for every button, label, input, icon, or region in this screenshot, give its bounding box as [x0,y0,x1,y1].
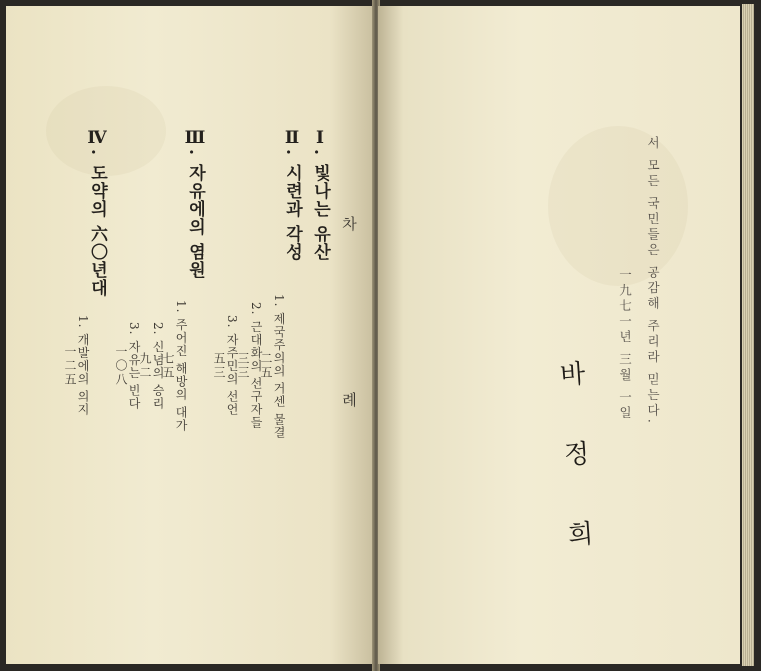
toc-entry-3-1[interactable] [162,146,187,586]
signature-char-1: 바 [559,359,587,391]
toc-entry-2-2[interactable] [237,146,262,586]
toc-entry-2-3[interactable] [213,146,238,586]
chapter-3-numeral: Ⅲ. [185,128,205,156]
chapter-4-heading [88,128,105,297]
toc-entry-3-2[interactable] [139,146,164,586]
chapter-1-numeral: Ⅰ. [310,128,330,156]
chapter-4-title: 도약의 六〇년대 [87,163,107,297]
signature-char-3: 희 [567,519,595,551]
entry-number: 1. [174,300,188,314]
preface-date: 一九七一년 三월 一일 [617,268,633,422]
entry-page-number: 三三 [236,352,250,380]
page-block-edge [742,4,754,666]
chapter-2-title: 시련과 각성 [282,163,302,261]
chapter-3-title: 자유에의 염원 [185,163,205,279]
entry-page-number: 五三 [212,352,226,380]
entry-text: 주어진 해방의 대가 [174,318,188,432]
entry-text: 자유는 빈다 [127,340,141,411]
entry-text: 개발에의 의지 [76,333,90,417]
toc-entry-2-1[interactable] [260,146,285,586]
entry-number: 1. [272,293,286,307]
entry-page-number: 二五 [259,352,273,380]
entry-text: 신념의 승리 [151,340,165,411]
chapter-4-numeral: Ⅳ. [87,128,107,156]
entry-number: 1. [76,315,90,329]
entry-page-number: 九二 [138,352,152,380]
toc-entry-4-1[interactable] [64,146,89,586]
toc-entry-3-3[interactable] [115,146,140,586]
left-page-table-of-contents [6,6,374,664]
entry-number: 3. [225,315,239,329]
entry-page-number: 一二五 [63,345,77,387]
entry-number: 2. [151,321,165,336]
toc-title: 차 례 [340,216,358,485]
entry-text: 제국주의의 거센 물결 [272,311,286,439]
entry-text: 자주민의 선언 [225,333,239,417]
entry-text: 근대화의 선구자들 [249,320,263,430]
entry-page-number: 七五 [161,352,175,380]
preface-closing-line: 서 모든 국민들은 공감해 주리라 믿는다. [645,136,661,426]
chapter-2-numeral: Ⅱ. [282,128,302,156]
chapter-2-heading [283,128,300,261]
entry-page-number: 一〇八 [114,345,128,387]
entry-number: 2. [249,302,263,316]
chapter-1-title: 빛나는 유산 [310,163,330,261]
chapter-1-heading [311,128,328,261]
right-page-preface-end [378,6,740,664]
chapter-3-heading [186,128,203,279]
signature-char-2: 정 [563,439,591,471]
paper-stain [548,126,688,286]
entry-number: 3. [127,321,141,336]
